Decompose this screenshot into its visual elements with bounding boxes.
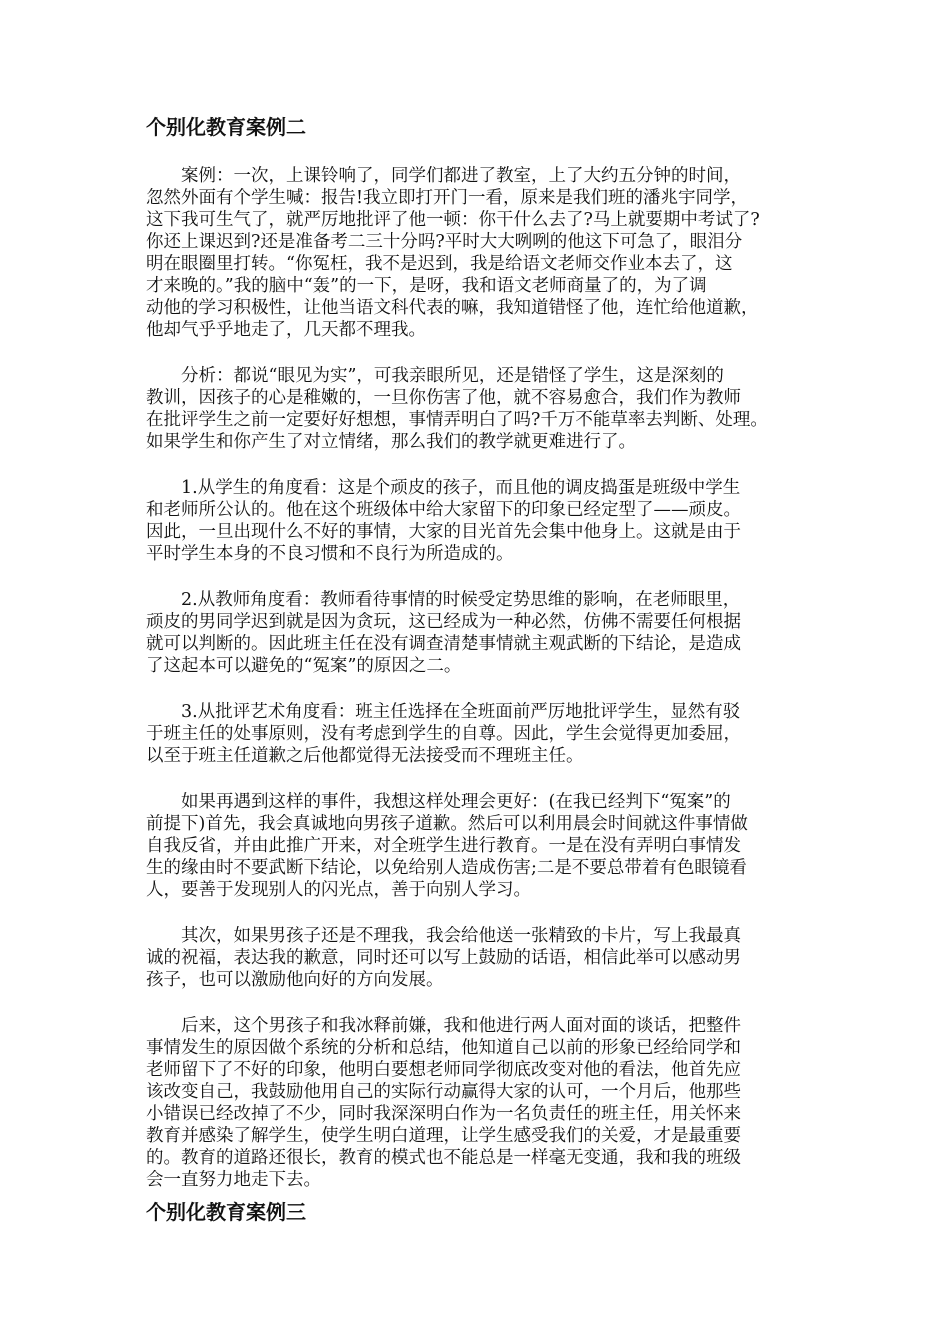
paragraph-line: 其次，如果男孩子还是不理我，我会给他送一张精致的卡片，写上我最真 [181,926,741,946]
paragraph-line: 的。教育的道路还很长，教育的模式也不能总是一样毫无变通，我和我的班级 [146,1148,741,1168]
paragraph-line: 这下我可生气了，就严厉地批评了他一顿：你干什么去了?马上就要期中考试了? [146,210,760,230]
paragraph-line: 诚的祝福，表达我的歉意，同时还可以写上鼓励的话语，相信此举可以感动男 [146,948,741,968]
paragraph-line: 在批评学生之前一定要好好想想，事情弄明白了吗?千万不能草率去判断、处理。 [146,410,768,430]
paragraph-line: 老师留下了不好的印象，他明白要想老师同学彻底改变对他的看法，他首先应 [146,1060,741,1080]
paragraph [146,791,806,901]
paragraph-line: 分析：都说“眼见为实”，可我亲眼所见，还是错怪了学生，这是深刻的 [181,366,724,386]
paragraph-line: 3.从批评艺术角度看：班主任选择在全班面前严厉地批评学生，显然有驳 [181,702,741,722]
paragraph-line: 了这起本可以避免的“冤案”的原因之二。 [146,656,462,676]
paragraph-line: 小错误已经改掉了不少，同时我深深明白作为一名负责任的班主任，用关怀来 [146,1104,741,1124]
paragraph-line: 因此，一旦出现什么不好的事情，大家的目光首先会集中他身上。这就是由于 [146,522,741,542]
paragraph [146,165,806,341]
document-body [146,165,806,1215]
paragraph-line: 动他的学习积极性，让他当语文科代表的嘛，我知道错怪了他，连忙给他道歉， [146,298,759,318]
paragraph-line: 如果再遇到这样的事件，我想这样处理会更好：(在我已经判下“冤案”的 [181,792,731,812]
paragraph-line: 人，要善于发现别人的闪光点，善于向别人学习。 [146,880,531,900]
paragraph [146,1015,806,1191]
paragraph-line: 1.从学生的角度看：这是个顽皮的孩子，而且他的调皮捣蛋是班级中学生 [181,478,741,498]
paragraph [146,365,806,453]
paragraph-line: 自我反省，并由此推广开来，对全班学生进行教育。一是在没有弄明白事情发 [146,836,741,856]
paragraph-line: 事情发生的原因做个系统的分析和总结，他知道自己以前的形象已经给同学和 [146,1038,741,1058]
paragraph-line: 教训，因孩子的心是稚嫩的，一旦你伤害了他，就不容易愈合，我们作为教师 [146,388,741,408]
paragraph [146,477,806,565]
paragraph-line: 你还上课迟到?还是准备考二三十分吗?平时大大咧咧的他这下可急了，眼泪分 [146,232,743,252]
paragraph-line: 才来晚的。”我的脑中“轰”的一下，是呀，我和语文老师商量了的，为了调 [146,276,707,296]
paragraph-line: 生的缘由时不要武断下结论，以免给别人造成伤害;二是不要总带着有色眼镜看 [146,858,747,878]
section-heading-case-2: 个别化教育案例二 [146,115,306,139]
paragraph-line: 就可以判断的。因此班主任在没有调查清楚事情就主观武断的下结论，是造成 [146,634,741,654]
paragraph [146,589,806,677]
paragraph [146,701,806,767]
paragraph [146,925,806,991]
paragraph-line: 于班主任的处事原则，没有考虑到学生的自尊。因此，学生会觉得更加委屈， [146,724,741,744]
paragraph-line: 孩子，也可以激励他向好的方向发展。 [146,970,444,990]
paragraph-line: 教育并感染了解学生，使学生明白道理，让学生感受我们的关爱，才是最重要 [146,1126,741,1146]
section-heading-case-3: 个别化教育案例三 [146,1200,306,1224]
paragraph-line: 以至于班主任道歉之后他都觉得无法接受而不理班主任。 [146,746,584,766]
paragraph-line: 明在眼圈里打转。“你冤枉，我不是迟到，我是给语文老师交作业本去了，这 [146,254,733,274]
paragraph-line: 该改变自己，我鼓励他用自己的实际行动赢得大家的认可，一个月后，他那些 [146,1082,741,1102]
paragraph-line: 案例：一次，上课铃响了，同学们都进了教室，上了大约五分钟的时间， [181,166,741,186]
paragraph-line: 如果学生和你产生了对立情绪，那么我们的教学就更难进行了。 [146,432,636,452]
paragraph-line: 顽皮的男同学迟到就是因为贪玩，这已经成为一种必然，仿佛不需要任何根据 [146,612,741,632]
paragraph-line: 他却气乎乎地走了，几天都不理我。 [146,320,426,340]
paragraph-line: 前提下)首先，我会真诚地向男孩子道歉。然后可以利用晨会时间就这件事情做 [146,814,748,834]
paragraph-line: 平时学生本身的不良习惯和不良行为所造成的。 [146,544,514,564]
paragraph-line: 会一直努力地走下去。 [146,1170,321,1190]
paragraph-line: 和老师所公认的。他在这个班级体中给大家留下的印象已经定型了——顽皮。 [146,500,741,520]
paragraph-line: 忽然外面有个学生喊：报告!我立即打开门一看，原来是我们班的潘兆宇同学， [146,188,749,208]
paragraph-line: 2.从教师角度看：教师看待事情的时候受定势思维的影响，在老师眼里， [181,590,741,610]
paragraph-line: 后来，这个男孩子和我冰释前嫌，我和他进行两人面对面的谈话，把整件 [181,1016,741,1036]
